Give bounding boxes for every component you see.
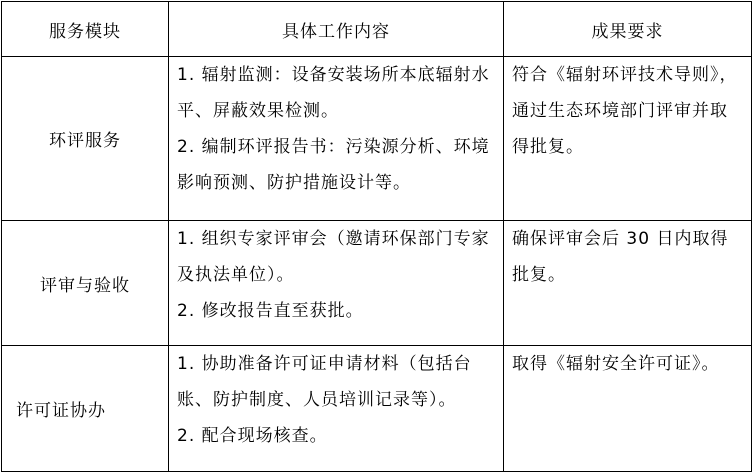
header-module: 服务模块: [2, 2, 169, 57]
module-cell: 评审与验收: [2, 221, 169, 346]
header-row: [2, 2, 752, 57]
table-row: [2, 221, 752, 346]
header-work: 具体工作内容: [169, 2, 504, 57]
work-item: 1. 协助准备许可证申请材料（包括台账、防护制度、人员培训记录等）。: [177, 354, 472, 410]
work-cell: [169, 346, 504, 472]
work-cell: [169, 221, 504, 346]
result-cell: 符合《辐射环评技术导则》，通过生态环境部门评审并取得批复。: [504, 57, 752, 221]
result-cell: 确保评审会后 30 日内取得批复。: [504, 221, 752, 346]
table-row: [2, 346, 752, 472]
module-cell: 许可证协办: [2, 346, 169, 472]
work-cell: [169, 57, 504, 221]
table-row: [2, 57, 752, 221]
header-result: 成果要求: [504, 2, 752, 57]
work-item: 2. 编制环评报告书：污染源分析、环境影响预测、防护措施设计等。: [177, 137, 490, 193]
result-cell: 取得《辐射安全许可证》。: [504, 346, 752, 472]
module-cell: 环评服务: [2, 57, 169, 221]
work-item: 2. 修改报告直至获批。: [177, 301, 364, 321]
work-item: 2. 配合现场核查。: [177, 426, 328, 446]
work-item: 1. 组织专家评审会（邀请环保部门专家及执法单位）。: [177, 229, 490, 285]
service-table: [1, 1, 752, 472]
work-item: 1. 辐射监测：设备安装场所本底辐射水平、屏蔽效果检测。: [177, 65, 490, 121]
